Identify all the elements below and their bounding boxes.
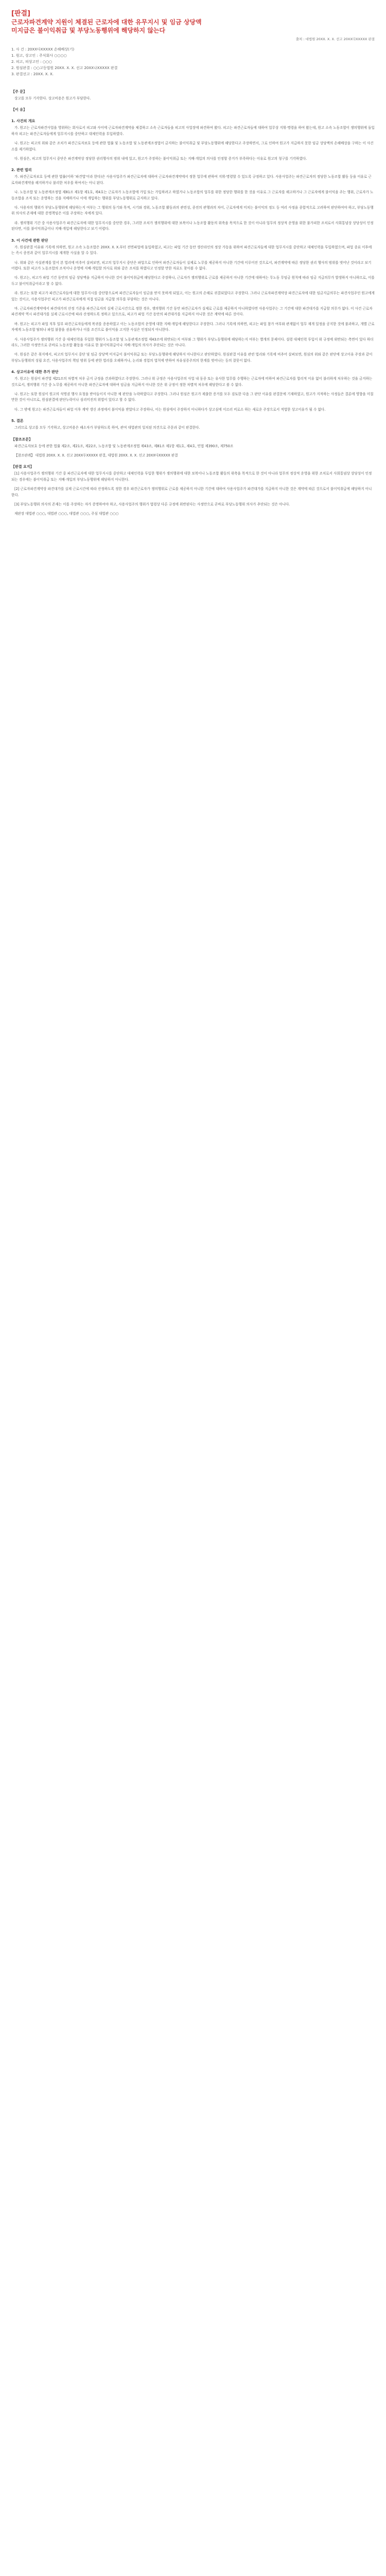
reason-section [11, 369, 375, 413]
section-paragraph: 라. 쟁의행위 기간 중 사용사업주가 파견근로자에 대한 업무지시를 중단한 경우, 그러한 조치가 쟁의행위에 대한 보복이나 노동조합 활동의 위축을 목적으로 한 것이 아니라 업무의 정상적 운영을 위한 불가피한 조치로서 사회통념상 상당성이 인정된다면, 이를 불이익취급이나 지배·개입에 해당한다고 보기 어렵다. [11, 221, 374, 231]
section-paragraph: 사. 사용사업주가 쟁의행위 기간 중 대체인력을 투입한 행위가 노동조합 및 노동관계조정법 제43조에 위반되는지 여부와 그 행위가 부당노동행위에 해당하는지 여부는 별개의 문제이다. 설령 대체인력 투입이 위 규정에 위반되는 측면이 있다 하더라도, 그러한 사정만으로 곧바로 노동조합 활동을 이유로 한 불이익취급이나 지배·개입의 의사가 추단되는 것은 아니다. [11, 337, 374, 347]
section-paragraph: 가. 원심판결 이유와 기록에 의하면, 원고 소속 노동조합은 20XX. X. X.부터 전면파업에 돌입하였고, 피고는 파업 기간 동안 생산라인의 정상 가동을 위하여 파견근로자들에 대한 업무지시를 중단하고 대체인력을 투입하였으며, 파업 종료 이후에는 즉시 종전과 같이 업무지시를 재개한 사실을 알 수 있다. [11, 245, 372, 256]
meta-line: 2. 피고, 피상고인 : ○○○ [11, 60, 52, 64]
document-title-line-1: 근로자파견계약 지원이 체결된 근로자에 대한 유무지시 및 임금 상당액 [11, 19, 202, 26]
section-paragraph: 파견근로자보호 등에 관한 법률 제2조, 제21조, 제22조, 노동조합 및 노동관계조정법 제43조, 제81조 제1항 제1호, 제4호, 민법 제390조, 제750조 [14, 444, 234, 448]
meta-line: 2. 원심판결 : ○○고등법원 20XX. X. X. 선고 20XX나XXXXX 판결 [11, 66, 118, 70]
section-heading: 2. 관련 법리 [11, 168, 32, 173]
section-paragraph: 재판장 대법관 ○○○, 대법관 ○○○, 대법관 ○○○, 주심 대법관 ○○○ [14, 512, 119, 516]
document-tag: [판결] [11, 10, 30, 18]
section-paragraph: [2] 근로자파견계약상 파견대가를 실제 근로시간에 따라 산정하도록 정한 경우 파견근로자가 쟁의행위로 근로를 제공하지 아니한 기간에 대하여 사용사업주가 파견대가를 지급하지 아니한 것은 계약에 따른 것으로서 불이익취급에 해당하지 아니한다. [11, 487, 372, 497]
section-paragraph: 다. 사용자의 행위가 부당노동행위에 해당하는지 여부는 그 행위의 동기와 목적, 시기와 경위, 노동조합 활동과의 관련성, 종전의 관행과의 차이, 근로자에게 미치는 불이익의 정도 등 여러 사정을 종합적으로 고려하여 판단하여야 하고, 부당노동행위 의사의 존재에 대한 증명책임은 이를 주장하는 자에게 있다. [11, 206, 374, 216]
section-paragraph: 라. 원고는 또한 피고가 파견근로자들에 대한 업무지시를 중단함으로써 파견근로자들이 임금을 받지 못하게 되었고, 이는 원고의 손해로 귀결되었다고 주장한다. 그러나 근로자파견계약상 파견근로자에 대한 임금지급의무는 파견사업주인 원고에게 있는 것이고, 사용사업주인 피고가 파견근로자에게 직접 임금을 지급할 의무를 부담하는 것은 아니다. [11, 291, 375, 301]
section-paragraph: 나. 원고는 피고의 위와 같은 조치가 파견근로자보호 등에 관한 법률 및 노동조합 및 노동관계조정법이 금지하는 불이익취급 및 부당노동행위에 해당한다고 주장하면서, 그로 인하여 원고가 지급하지 못한 임금 상당액의 손해배상을 구하는 이 사건 소를 제기하였다. [11, 141, 374, 151]
section-paragraph: 【참조판례】 대법원 20XX. X. X. 선고 20XX두XXXXX 판결, 대법원 20XX. X. X. 선고 20XX다XXXXX 판결 [14, 453, 178, 458]
section-paragraph: 나. 노동조합 및 노동관계조정법 제81조 제1항 제1호, 제4호는 근로자가 노동조합에 가입 또는 가입하려고 하였거나 노동조합의 업무를 위한 정당한 행위를 한 것을 이유로 그 근로자를 해고하거나 그 근로자에게 불이익을 주는 행위, 근로자가 노동조합을 조직 또는 운영하는 것을 지배하거나 이에 개입하는 행위를 부당노동행위로 금지하고 있다. [11, 190, 374, 200]
section-paragraph: 마. 근로자파견계약에서 파견대가의 산정 기준을 파견근로자의 실제 근로시간으로 정한 경우, 쟁의행위 기간 동안 파견근로자가 실제로 근로를 제공하지 아니하였다면 사용사업주는 그 기간에 대한 파견대가를 지급할 의무가 없다. 이 사건 근로자파견계약 역시 파견대가를 실제 근로시간에 따라 산정하도록 정하고 있으므로, 피고가 파업 기간 동안의 파견대가를 지급하지 아니한 것은 계약에 따른 것이다. [11, 306, 373, 317]
section-heading: 1. 사건의 개요 [11, 119, 36, 124]
reason-section [11, 464, 375, 507]
section-paragraph: [3] 부당노동행위 의사의 존재는 이를 주장하는 자가 증명하여야 하고, 사용사업주의 행위가 법령상 다른 규정에 위반된다는 사정만으로 곧바로 부당노동행위 의사가 추단되는 것은 아니다. [14, 502, 290, 507]
section-paragraph: 다. 원고는, 피고가 파업 기간 동안의 임금 상당액을 지급하지 아니한 것이 불이익취급에 해당한다고 주장하나, 근로자가 쟁의행위로 근로를 제공하지 아니한 기간에 대하여는 무노동 무임금 원칙에 따라 임금 지급의무가 발생하지 아니하므로, 이를 두고 불이익취급이라고 할 수 없다. [11, 276, 375, 286]
section-paragraph: 나. 원고는 또한 원심이 원고의 석명권 행사 요청을 받아들이지 아니한 채 판단을 누락하였다고 주장한다. 그러나 원심은 원고가 제출한 증거를 모두 검토한 다음 그 판단 이유를 판결문에 기재하였고, 원고가 지적하는 사정들은 결론에 영향을 미칠 만한 것이 아니므로, 원심판결에 판단누락이나 심리미진의 위법이 있다고 할 수 없다. [11, 392, 374, 402]
reason-section [11, 118, 375, 162]
section-heading: 3. 이 사건에 관한 판단 [11, 238, 48, 243]
case-meta [11, 46, 375, 77]
section-heading: 4. 상고이유에 대한 추가 판단 [11, 370, 59, 375]
meta-line: 3. 판결선고 : 20XX. X. X. [11, 72, 54, 76]
reason-section [11, 511, 375, 517]
section-paragraph: 아. 원심은 같은 취지에서, 피고의 업무지시 중단 및 임금 상당액 미지급이 불이익취급 또는 부당노동행위에 해당하지 아니한다고 판단하였다. 원심판결 이유를 관련 법리와 기록에 비추어 살펴보면, 원심의 위와 같은 판단에 상고이유 주장과 같이 부당노동행위의 성립 요건, 사용사업주의 책임 범위 등에 관한 법리를 오해하거나, 논리와 경험의 법칙에 반하여 자유심증주의의 한계를 벗어나는 등의 잘못이 없다. [11, 352, 373, 363]
reason-section [11, 167, 375, 232]
section-paragraph: 나. 위와 같은 사실관계를 앞서 본 법리에 비추어 살펴보면, 피고의 업무지시 중단은 파업으로 인하여 파견근로자들이 실제로 노무를 제공하지 아니한 기간에 이루어진 것으로서, 파견계약에 따른 정당한 권리 행사의 범위를 벗어난 것이라고 보기 어렵다. 또한 피고가 노동조합의 조직이나 운영에 지배·개입할 의사로 위와 같은 조치를 하였다고 인정할 만한 자료도 찾아볼 수 없다. [11, 260, 372, 270]
section-paragraph: 가. 파견근로자보호 등에 관한 법률(이하 '파견법'이라 한다)은 사용사업주가 파견근로자에 대하여 근로자파견계약에서 정한 업무에 관하여 지휘·명령할 수 있도록 규정하고 있다. 사용사업주는 파견근로자의 정당한 노동조합 활동 등을 이유로 근로자파견계약을 해지하거나 불리한 처우를 하여서는 아니 된다. [11, 175, 372, 185]
section-paragraph: 그러므로 상고를 모두 기각하고, 상고비용은 패소자가 부담하도록 하여, 관여 대법관의 일치된 의견으로 주문과 같이 판결한다. [14, 426, 200, 430]
reason-sections [11, 118, 375, 517]
section-paragraph: 가. 원고는 원심이 파견법 제21조의 차별적 처우 금지 규정을 간과하였다고 주장한다. 그러나 위 규정은 사용사업주의 사업 내 동종 또는 유사한 업무를 수행하는 근로자에 비하여 파견근로자를 합리적 이유 없이 불리하게 처우하는 것을 금지하는 것으로서, 쟁의행위 기간 중 노무를 제공하지 아니한 파견근로자에 대하여 임금을 지급하지 아니한 것은 위 규정이 정한 차별적 처우에 해당한다고 볼 수 없다. [11, 377, 373, 387]
section-paragraph: 가. 원고는 근로자파견사업을 영위하는 회사로서 피고와 사이에 근로자파견계약을 체결하고 소속 근로자들을 피고의 사업장에 파견하여 왔다. 피고는 파견근로자들에 대하여 업무상 지휘·명령을 하여 왔는데, 원고 소속 노동조합이 쟁의행위에 돌입하자 피고는 파견근로자들에게 업무지시를 중단하고 대체인력을 투입하였다. [11, 126, 375, 136]
reason-section [11, 436, 375, 459]
reason-section [11, 238, 375, 364]
section-paragraph: 바. 원고는 피고가 파업 직후 일부 파견근로자들에게 복귀를 종용하였고 이는 노동조합의 운영에 대한 지배·개입에 해당한다고 주장한다. 그러나 기록에 의하면, 피고는 파업 참가 여부와 관계없이 업무 재개 일정을 공지한 것에 불과하고, 개별 근로자에게 노동조합 탈퇴나 파업 불참을 권유하거나 이를 조건으로 불이익을 고지한 사실은 인정되지 아니한다. [11, 321, 375, 332]
reason-section [11, 418, 375, 431]
meta-line: 1. 사 건 : 20XX다XXXXX 손해배상(기) [11, 47, 75, 52]
order-text: 상고를 모두 기각한다. 상고비용은 원고가 부담한다. [14, 96, 91, 100]
section-heading: 5. 결론 [11, 419, 24, 423]
section-paragraph: 다. 그 밖에 원고는 파견근로자들이 파업 이후 계약 갱신 과정에서 불이익을 받았다고 주장하나, 이는 원심에서 주장하지 아니하다가 상고심에 이르러 비로소 하는 새로운 주장으로서 적법한 상고이유가 될 수 없다. [14, 407, 326, 412]
section-paragraph: 다. 원심은, 피고의 업무지시 중단은 파견계약상 정당한 권리행사의 범위 내에 있고, 원고가 주장하는 불이익취급 또는 지배·개입의 의사를 인정할 증거가 부족하다는 이유로 원고의 청구를 기각하였다. [14, 157, 307, 161]
reason-heading: 【이 유】 [11, 108, 27, 112]
order-heading: 【주 문】 [11, 90, 27, 94]
section-heading: 【판결 요지】 [11, 465, 34, 469]
document [0, 0, 386, 536]
section-paragraph: [1] 사용사업주가 쟁의행위 기간 중 파견근로자에 대한 업무지시를 중단하고 대체인력을 투입한 행위가 쟁의행위에 대한 보복이나 노동조합 활동의 위축을 목적으로 한 것이 아니라 업무의 정상적 운영을 위한 조치로서 사회통념상 상당성이 인정되는 경우에는 불이익취급 또는 지배·개입의 부당노동행위에 해당하지 아니한다. [11, 471, 372, 482]
section-heading: 【참조조문】 [11, 437, 33, 442]
document-title-line-2: 미지급은 불이익취급 및 부당노동행위에 해당하지 않는다 [11, 27, 166, 34]
meta-line: 1. 원고, 상고인 : 주식회사 ○○○○ [11, 54, 67, 58]
document-source: 출처 : 대법원 20XX. X. X. 선고 20XX다XXXXX 판결 [295, 37, 375, 41]
